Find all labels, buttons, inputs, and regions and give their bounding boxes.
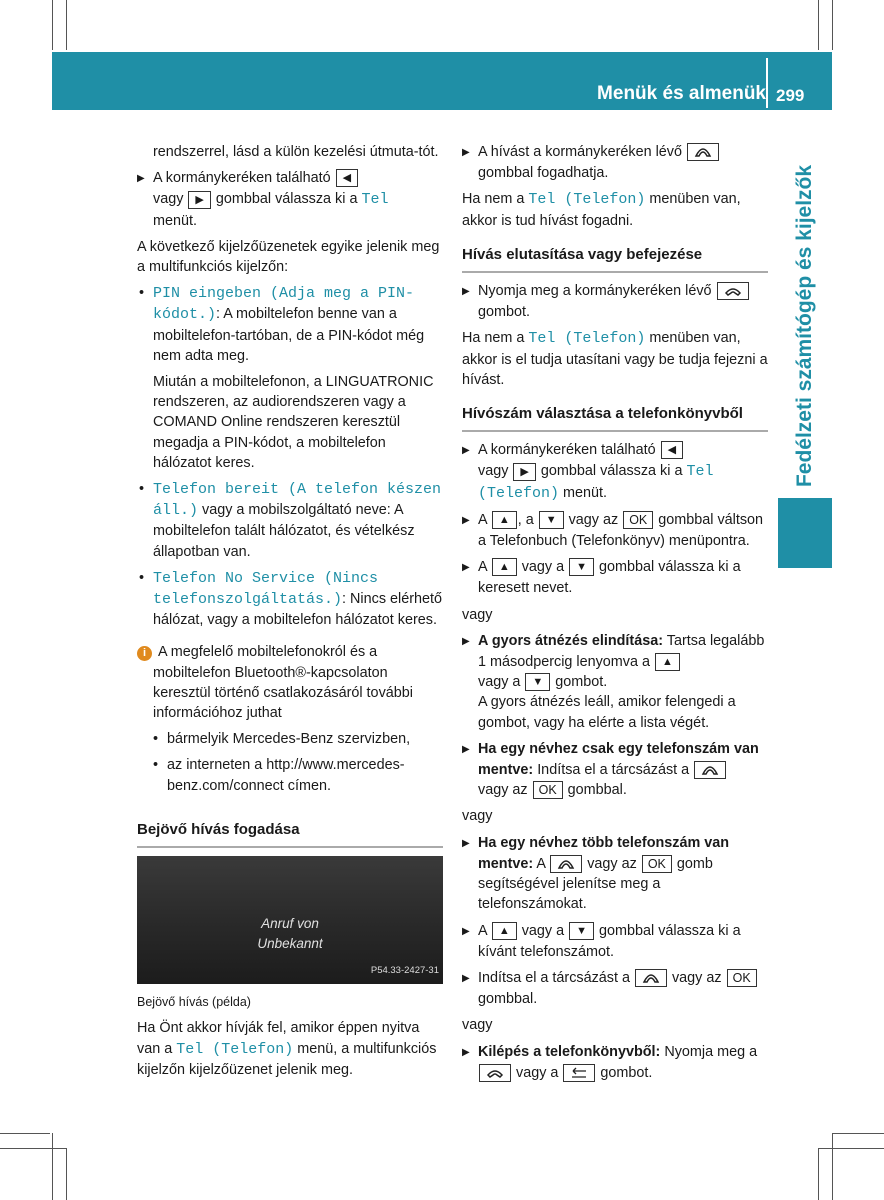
text: menüben van, akkor is tud hívást fogadni. [462,191,741,229]
text: A megfelelő mobiltelefonokról és a mobiltelefon Bluetooth®-kapcsolaton keresztül történő csatlakozásáról további információhoz juthat [153,644,413,722]
text: gombbal válassza ki a keresett nevet. [478,559,741,597]
step-arrow-icon: ▶ [462,445,470,457]
ok-key: OK [533,781,563,799]
text: A hívást a kormánykeréken lévő [478,144,682,160]
display-message: Telefon No Service (Nincs telefonszolgáltatás.) [153,569,379,609]
list-item [137,755,443,795]
bullet-icon: • [139,285,145,302]
display-text [137,914,443,954]
text: gombot. [600,1064,653,1081]
menu-name: Tel (Telefon) [528,330,646,348]
left-column [137,142,443,1086]
text: Nyomja meg a kormánykeréken lévő [478,283,712,300]
text: gombbal váltson a Telefonbuch (Telefonkönyv) menüpontra. [478,511,764,550]
text: bármelyik Mercedes-Benz szervizben, [167,731,411,748]
down-key-icon: ▼ [569,558,594,576]
step-title: Ha egy névhez több telefonszám van mentve: [478,834,730,872]
text: : Nincs elérhető hálózat, vagy a mobiltelefon hálózatot keres. [153,591,443,629]
up-key-icon: ▲ [492,922,517,940]
paragraph [462,189,768,230]
step [462,739,768,801]
text: vagy a [521,559,565,576]
bullet-icon: • [139,481,145,498]
text: menüben van, akkor is el tudja utasítani vagy be tudja fejezni a hívást. [462,330,768,388]
paragraph: Miután a mobiltelefonon, a LINGUATRONIC rendszeren, az audiorendszeren vagy a COMAND Online rendszeren keresztül megadja a PIN-kódot, a mobiltelefon hálózatot keres. [153,374,434,471]
step-arrow-icon: ▶ [462,286,470,298]
bullet-icon: • [153,731,159,748]
right-column [462,142,768,1089]
phone-accept-icon [694,761,726,779]
text: : A mobiltelefon benne van a mobiltelefon-tartóban, de a PIN-kódot még nem adta meg. [153,306,425,364]
step-arrow-icon: ▶ [462,635,470,647]
text: gombbal. [478,991,538,1008]
page-number: 299 [776,86,805,105]
ok-key: OK [623,511,653,529]
step [137,168,443,231]
crop-mark [0,1148,66,1149]
display-message: PIN eingeben (Adja meg a PIN-kódot.) [153,285,415,324]
step-title: Ha egy névhez csak egy telefonszám van mentve: [478,740,759,779]
text: gomb segítségével jelenítse meg a telefonszámokat. [478,855,713,913]
text: rendszerrel, lásd a külön kezelési útmuta-tót. [153,144,439,160]
phone-hangup-icon [479,1064,511,1082]
crop-mark [66,0,67,50]
section-heading: Hívás elutasítása vagy befejezése [462,245,768,273]
step [462,833,768,915]
text: Indítsa el a tárcsázást a [478,969,630,986]
step-arrow-icon: ▶ [462,925,470,937]
text: gombbal fogadhatja. [478,165,609,182]
menu-name: Tel [361,191,389,209]
up-key-icon: ▲ [492,511,517,529]
text: menüt. [153,212,197,229]
text: , a [517,511,534,528]
text: vagy az [568,511,619,528]
step [462,968,768,1009]
text: A [478,922,487,939]
display-screenshot [137,856,443,984]
text: gombbal válassza ki a [215,191,358,208]
left-key-icon: ◀ [336,169,358,187]
paragraph: vagy [462,1017,493,1034]
text: vagy [478,463,509,480]
section-heading: Bejövő hívás fogadása [137,820,443,848]
text: gombbal válassza ki a kívánt telefonszámot. [478,922,741,960]
text: Indítsa el a tárcsázást a [537,762,690,779]
bullet-icon: • [139,569,145,586]
step [462,440,768,504]
text: Tartsa legalább 1 másodpercig lenyomva a [478,632,765,671]
chapter-title: Fedélzeti számítógép és kijelzők [793,164,816,488]
text: gombbal. [567,782,627,799]
text: gombbal válassza ki a [540,463,683,480]
text: A kormánykeréken található [478,442,656,459]
text: Ha nem a [462,191,525,208]
right-key-icon: ▶ [513,463,535,481]
list-item [137,479,443,562]
paragraph [462,328,768,390]
crop-mark [52,1133,53,1200]
step-arrow-icon: ▶ [137,173,145,185]
text: Ha nem a [462,330,525,347]
step-arrow-icon: ▶ [462,972,470,984]
ok-key: OK [727,969,757,987]
crop-mark [52,0,53,50]
step [462,1042,768,1083]
step [462,142,768,183]
crop-mark [832,1133,884,1134]
crop-mark [832,0,833,50]
display-message: Telefon bereit (A telefon készen áll.) [153,481,442,520]
crop-mark [818,1148,819,1200]
step-arrow-icon: ▶ [462,1046,470,1058]
text: Ha Önt akkor hívják fel, amikor éppen nyitva van a [137,1020,420,1057]
text: vagy az [587,855,637,872]
menu-name: Tel (Telefon) [478,463,714,502]
text: vagy a [521,922,565,939]
figure-caption: Bejövő hívás (példa) [137,995,251,1010]
step-arrow-icon: ▶ [462,147,470,158]
step-title: Kilépés a telefonkönyvből: [478,1043,661,1060]
text: vagy az [671,969,722,986]
paragraph: A következő kijelzőüzenetek egyike jelenik meg a multifunkciós kijelzőn: [137,238,440,276]
up-key-icon: ▲ [492,558,517,576]
image-code: P54.33-2427-31 [370,964,439,976]
side-tab-marker [778,498,832,568]
step-arrow-icon: ▶ [462,514,470,526]
list-item [137,729,443,749]
text: gombot. [555,674,608,691]
step [462,557,768,598]
text: A gyors átnézés leáll, amikor felengedi a gombot, vagy ha elérte a lista végét. [478,694,736,731]
phone-hangup-icon [717,282,749,300]
text: A [536,855,546,872]
text: vagy az [478,782,528,799]
crop-mark [818,1148,884,1149]
paragraph: vagy [462,606,493,623]
text: vagy a [478,674,521,691]
crop-mark [832,1133,833,1200]
phone-accept-icon [550,855,582,873]
bullet-icon: • [153,757,159,774]
section-title: Menük és almenük [597,83,766,104]
step [462,631,768,733]
text: menü, a multifunkciós kijelzőn kijelzőüzenet jelenik meg. [137,1040,437,1078]
ok-key: OK [642,855,672,873]
step-arrow-icon: ▶ [462,562,470,574]
down-key-icon: ▼ [525,673,550,691]
step [462,921,768,962]
text: vagy [153,191,184,208]
info-icon: i [137,646,152,661]
paragraph: vagy [462,808,493,825]
text: A [478,511,487,528]
list-item [137,283,443,366]
header-divider [766,58,768,108]
text: Nyomja meg a [664,1043,758,1060]
menu-name: Tel (Telefon) [176,1040,294,1058]
up-key-icon: ▲ [655,653,680,671]
left-key-icon: ◀ [661,441,683,459]
step [462,510,768,551]
text: menüt. [563,484,608,501]
step-arrow-icon: ▶ [462,837,470,849]
paragraph [137,142,443,162]
display-line: Anruf von [261,916,319,932]
menu-name: Tel (Telefon) [528,191,646,209]
text: gombot. [478,304,530,321]
text: A [478,559,487,576]
list-item [137,568,443,631]
back-key-icon [563,1064,595,1082]
text: A kormánykeréken található [153,170,331,187]
text: vagy a mobilszolgáltató neve: A mobiltelefon talált hálózatot, és vételkész állapotban van. [153,502,415,560]
down-key-icon: ▼ [539,511,564,529]
display-line: Unbekannt [257,936,323,952]
info-note [137,642,443,723]
step [462,281,768,322]
crop-mark [818,0,819,50]
crop-mark [66,1148,67,1200]
text: vagy a [516,1064,559,1081]
step-arrow-icon: ▶ [462,743,470,755]
section-heading: Hívószám választása a telefonkönyvből [462,404,768,432]
step-title: A gyors átnézés elindítása: [478,632,664,649]
phone-accept-icon [687,143,719,161]
right-key-icon: ▶ [188,191,210,209]
paragraph [137,1018,443,1080]
phone-accept-icon [635,969,667,987]
text: az interneten a http://www.mercedes-benz.com/connect címen. [167,757,405,794]
down-key-icon: ▼ [569,922,594,940]
crop-mark [0,1133,50,1134]
